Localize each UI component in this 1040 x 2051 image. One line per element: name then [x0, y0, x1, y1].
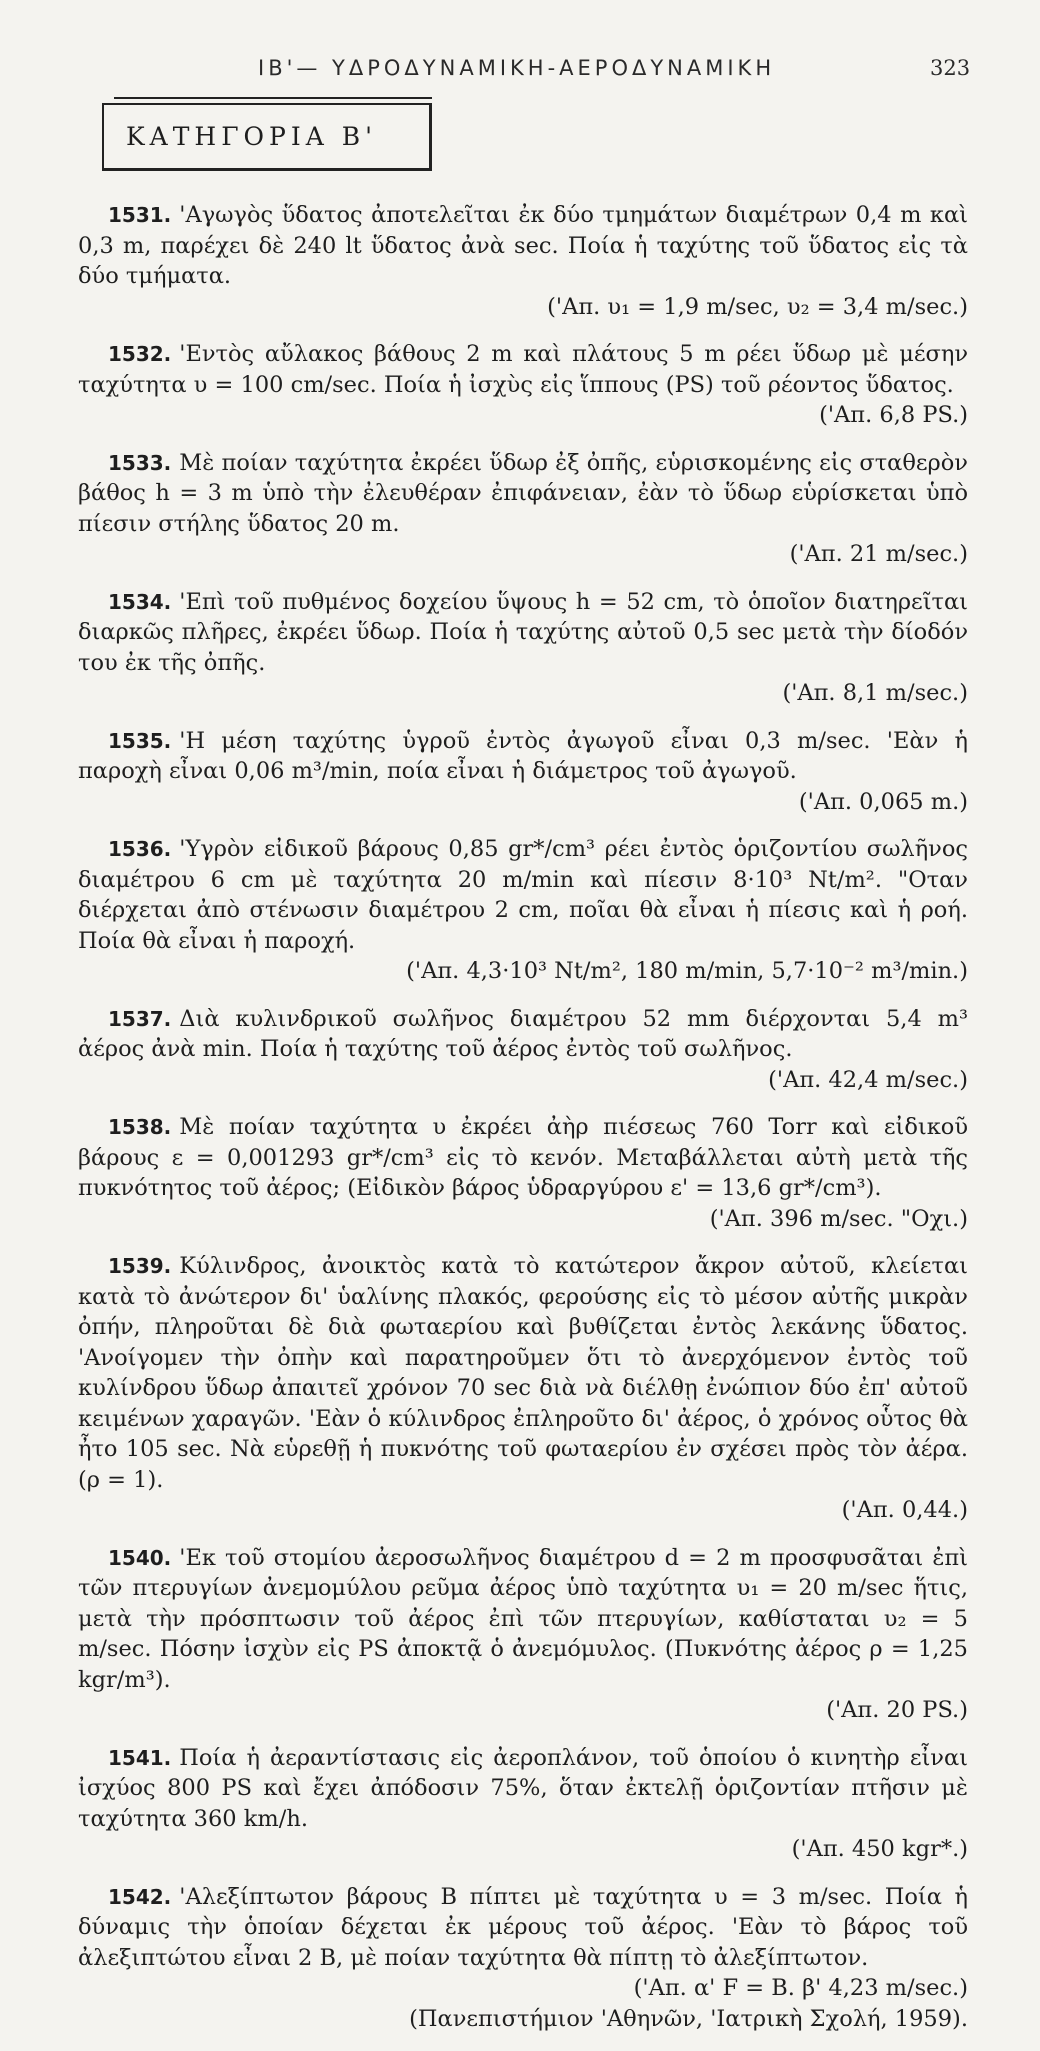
- category-heading: ΚΑΤΗΓΟΡΙΑ Β': [126, 122, 377, 151]
- problem-1532: [78, 339, 968, 431]
- problem-number: 1536.: [108, 837, 172, 861]
- problem-text: Μὲ ποίαν ταχύτητα υ ἐκρέει ἀὴρ πιέσεως 760 Torr καὶ εἰδικοῦ βάρους ε = 0,001293 gr*/cm³ εἰς τὸ κενόν. Μεταβάλλεται αὐτὴ μετὰ τῆς πυκνότητος τοῦ ἀέρος; (Εἰδικὸν βάρος ὑδραργύρου ε' = 13,6 gr*/cm³).: [78, 1114, 968, 1201]
- problem-answer: ('Απ. 396 m/sec. "Οχι.): [709, 1205, 968, 1232]
- problem-number: 1535.: [108, 728, 172, 753]
- running-header: [0, 56, 1040, 90]
- problem-answer: ('Απ. 0,44.): [841, 1497, 968, 1523]
- problem-number: 1541.: [108, 1745, 172, 1770]
- problem-answer: ('Απ. 450 kgr*.): [791, 1836, 968, 1862]
- problem-text: 'Υγρὸν εἰδικοῦ βάρους 0,85 gr*/cm³ ρέει ἐντὸς ὁριζοντίου σωλῆνος διαμέτρου 6 cm μὲ ταχύτητα 20 m/min καὶ πίεσιν 8·10³ Nt/m². "Οταν διέρχεται ἀπὸ στένωσιν διαμέτρου 2 cm, ποῖαι θὰ εἶναι ἡ πίεσις καὶ ἡ ροή. Ποία θὰ εἶναι ἡ παροχή.: [78, 836, 968, 954]
- problem-number: 1542.: [108, 1884, 172, 1909]
- problem-text: Διὰ κυλινδρικοῦ σωλῆνος διαμέτρου 52 mm διέρχονται 5,4 m³ ἀέρος ἀνὰ min. Ποία ἡ ταχύτης τοῦ ἀέρος ἐντὸς τοῦ σωλῆνος.: [78, 1005, 968, 1062]
- problem-answer: ('Απ. 6,8 PS.): [819, 402, 968, 428]
- problem-text: 'Εκ τοῦ στομίου ἀεροσωλῆνος διαμέτρου d = 2 m προσφυσᾶται ἐπὶ τῶν πτερυγίων ἀνεμομύλου ρεῦμα ἀέρος ὑπὸ ταχύτητα υ₁ = 20 m/sec ἥτις, μετὰ τὴν πρόσπτωσιν τοῦ ἀέρος ἐπὶ τῶν πτερυγίων, καθίσταται υ₂ = 5 m/sec. Πόσην ἰσχὺν εἰς PS ἀποκτᾷ ὁ ἀνεμόμυλος. (Πυκνότης ἀέρος ρ = 1,25 kgr/m³).: [78, 1544, 968, 1693]
- problem-answer: ('Απ. 42,4 m/sec.): [768, 1066, 968, 1093]
- problem-1537: [78, 1004, 968, 1096]
- problem-answer: ('Απ. α' F = Β. β' 4,23 m/sec.): [633, 1975, 968, 2001]
- problem-text: 'Η μέση ταχύτης ὑγροῦ ἐντὸς ἀγωγοῦ εἶναι 0,3 m/sec. 'Εὰν ἡ παροχὴ εἶναι 0,06 m³/min, ποία εἶναι ἡ διάμετρος τοῦ ἀγωγοῦ.: [78, 727, 968, 784]
- problem-answer: ('Απ. 21 m/sec.): [789, 541, 968, 567]
- category-box: [102, 103, 432, 171]
- problem-number: 1531.: [108, 203, 172, 227]
- problem-source: (Πανεπιστήμιον 'Αθηνῶν, 'Ιατρικὴ Σχολή, 1959).: [409, 2005, 968, 2032]
- problem-number: 1538.: [108, 1115, 172, 1139]
- problem-number: 1532.: [108, 342, 172, 366]
- problem-1538: [78, 1112, 968, 1234]
- problem-text: Ποία ἡ ἀεραντίστασις εἰς ἀεροπλάνον, τοῦ ὁποίου ὁ κινητὴρ εἶναι ἰσχύος 800 PS καὶ ἔχει ἀπόδοσιν 75%, ὅταν ἐκτελῇ ὁριζοντίαν πτῆσιν μὲ ταχύτητα 360 km/h.: [78, 1744, 968, 1832]
- problem-1535: [78, 726, 968, 818]
- problem-number: 1533.: [108, 450, 172, 475]
- problem-number: 1539.: [108, 1254, 172, 1278]
- problem-1539: [78, 1251, 968, 1526]
- problem-answer: ('Απ. 4,3·10³ Nt/m², 180 m/min, 5,7·10⁻² m³/min.): [406, 958, 968, 984]
- page-number: 323: [930, 56, 971, 80]
- problem-text: 'Επὶ τοῦ πυθμένος δοχείου ὕψους h = 52 cm, τὸ ὁποῖον διατηρεῖται διαρκῶς πλῆρες, ἐκρέει ὕδωρ. Ποία ἡ ταχύτης αὐτοῦ 0,5 sec μετὰ τὴν δίοδόν του ἐκ τῆς ὀπῆς.: [78, 588, 968, 676]
- problem-text: 'Αλεξίπτωτον βάρους Β πίπτει μὲ ταχύτητα υ = 3 m/sec. Ποία ἡ δύναμις τὴν ὁποίαν δέχεται ἐκ μέρους τοῦ ἀέρος. 'Εὰν τὸ βάρος τοῦ ἀλεξιπτώτου εἶναι 2 Β, μὲ ποίαν ταχύτητα θὰ πίπτῃ τὸ ἀλεξίπτωτον.: [78, 1883, 968, 1971]
- problem-1534: [78, 587, 968, 709]
- problem-answer: ('Απ. 8,1 m/sec.): [782, 680, 968, 706]
- problem-text: Κύλινδρος, ἀνοικτὸς κατὰ τὸ κατώτερον ἄκρον αὐτοῦ, κλείεται κατὰ τὸ ἀνώτερον δι' ὑαλίνης πλακός, φερούσης εἰς τὸ μέσον αὐτῆς μικρὰν ὀπήν, πληροῦται δὲ διὰ φωταερίου καὶ βυθίζεται ἐντὸς λεκάνης ὕδατος. 'Ανοίγομεν τὴν ὀπὴν καὶ παρατηροῦμεν ὅτι τὸ ἀνερχόμενον ἐντὸς τοῦ κυλίνδρου ὕδωρ ἀπαιτεῖ χρόνον 70 sec διὰ νὰ διέλθῃ ἐνώπιον δύο ἐπ' αὐτοῦ κειμένων χαραγῶν. 'Εὰν ὁ κύλινδρος ἐπληροῦτο δι' ἀέρος, ὁ χρόνος οὗτος θὰ ἦτο 105 sec. Νὰ εὑρεθῇ ἡ πυκνότης τοῦ φωταερίου ἐν σχέσει πρὸς τὸν ἀέρα. (ρ = 1).: [78, 1253, 968, 1493]
- problem-answer: ('Απ. υ₁ = 1,9 m/sec, υ₂ = 3,4 m/sec.): [547, 293, 968, 320]
- problem-number: 1534.: [108, 589, 172, 614]
- problem-answer: ('Απ. 20 PS.): [826, 1697, 968, 1723]
- problem-1541: [78, 1743, 968, 1865]
- problem-number: 1537.: [108, 1006, 172, 1031]
- problem-answer: ('Απ. 0,065 m.): [798, 788, 968, 815]
- problem-1536: [78, 834, 968, 987]
- problem-number: 1540.: [108, 1545, 172, 1570]
- problem-1533: [78, 448, 968, 570]
- problem-1542: [78, 1882, 968, 2035]
- chapter-title: ΙΒ'— ΥΔΡΟΔΥΝΑΜΙΚΗ-ΑΕΡΟΔΥΝΑΜΙΚΗ: [258, 56, 776, 80]
- problem-list: [78, 200, 968, 2051]
- problem-text: 'Εντὸς αὔλακος βάθους 2 m καὶ πλάτους 5 m ρέει ὕδωρ μὲ μέσην ταχύτητα υ = 100 cm/sec. Ποία ἡ ἰσχὺς εἰς ἵππους (PS) τοῦ ρέοντος ὕδατος.: [78, 341, 968, 398]
- problem-1531: [78, 200, 968, 322]
- problem-1540: [78, 1543, 968, 1726]
- problem-text: Μὲ ποίαν ταχύτητα ἐκρέει ὕδωρ ἐξ ὀπῆς, εὑρισκομένης εἰς σταθερὸν βάθος h = 3 m ὑπὸ τὴν ἐλευθέραν ἐπιφάνειαν, ἐὰν τὸ ὕδωρ εὑρίσκεται ὑπὸ πίεσιν στήλης ὕδατος 20 m.: [78, 449, 968, 537]
- problem-text: 'Αγωγὸς ὕδατος ἀποτελεῖται ἐκ δύο τμημάτων διαμέτρων 0,4 m καὶ 0,3 m, παρέχει δὲ 240 lt ὕδατος ἀνὰ sec. Ποία ἡ ταχύτης τοῦ ὕδατος εἰς τὰ δύο τμήματα.: [78, 202, 968, 289]
